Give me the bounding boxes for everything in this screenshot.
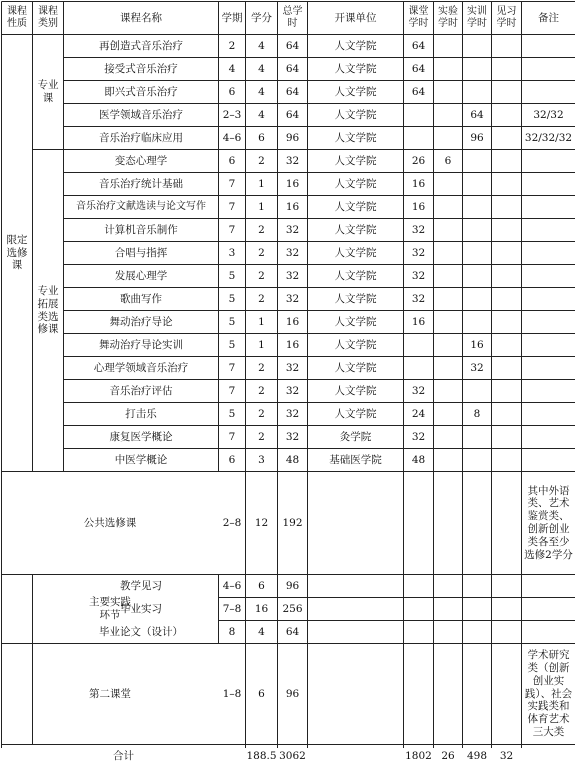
course-intern [492, 81, 521, 103]
course-total: 32 [285, 269, 300, 282]
header-intern: 见习 学时 [496, 5, 517, 29]
course-name: 医学领域音乐治疗 [99, 108, 183, 121]
course-remark [522, 311, 575, 333]
header-unit: 开课单位 [334, 11, 377, 24]
course-class [404, 598, 433, 620]
course-remark [522, 449, 575, 471]
course-credit: 6 [258, 131, 265, 144]
course-unit: 人文学院 [334, 154, 377, 167]
course-class: 32 [411, 430, 426, 443]
course-intern [492, 127, 521, 149]
course-intern [492, 104, 521, 126]
course-practice [463, 35, 491, 57]
course-lab [434, 380, 462, 402]
course-credit: 2 [258, 430, 265, 443]
course-class [404, 104, 433, 126]
course-name: 音乐治疗统计基础 [99, 177, 183, 190]
course-remark [522, 219, 575, 241]
course-practice [463, 288, 491, 310]
course-name: 中医学概论 [114, 453, 168, 466]
course-total: 32 [285, 154, 300, 167]
course-remark [522, 35, 575, 57]
course-remark [522, 81, 575, 103]
course-class: 64 [411, 39, 426, 52]
course-unit [308, 644, 403, 744]
total-remark [522, 745, 575, 767]
course-total: 16 [285, 338, 300, 351]
course-semester: 6 [228, 154, 236, 167]
course-class [404, 357, 433, 379]
course-name: 毕业实习 [120, 602, 162, 615]
header-practice: 实训 学时 [467, 5, 487, 29]
course-unit: 人文学院 [334, 407, 377, 420]
course-remark [522, 403, 575, 425]
course-remark [522, 334, 575, 356]
course-credit: 1 [258, 200, 265, 213]
total-lab: 26 [441, 749, 455, 762]
header-semester: 学期 [221, 11, 243, 24]
course-practice [463, 311, 491, 333]
course-practice [463, 242, 491, 264]
course-lab [434, 334, 462, 356]
course-name: 变态心理学 [114, 154, 168, 167]
course-remark [522, 380, 575, 402]
course-remark: 32/32/32 [524, 131, 573, 144]
course-lab [434, 81, 462, 103]
course-practice: 8 [473, 407, 481, 420]
course-semester: 2–8 [222, 516, 242, 529]
course-name: 教学见习 [120, 579, 162, 592]
course-unit [308, 472, 403, 574]
course-remark: 32/32 [533, 108, 564, 121]
course-credit: 6 [258, 579, 265, 592]
course-unit: 人文学院 [334, 85, 377, 98]
course-lab [434, 449, 462, 471]
course-practice [463, 472, 491, 574]
course-semester: 2 [228, 39, 236, 52]
course-remark [522, 426, 575, 448]
course-semester: 5 [228, 292, 236, 305]
course-unit: 人文学院 [334, 338, 377, 351]
course-practice: 64 [470, 108, 484, 121]
course-practice [463, 196, 491, 218]
course-remark [522, 242, 575, 264]
course-class [404, 472, 433, 574]
total-total: 3062 [279, 749, 306, 762]
course-remark [522, 265, 575, 287]
header-nature: 课程 性质 [7, 5, 27, 29]
total-intern: 32 [499, 749, 514, 762]
course-total: 64 [285, 108, 300, 121]
course-remark [522, 357, 575, 379]
course-name: 舞动治疗导论实训 [99, 338, 183, 351]
header-lab: 实验 学时 [438, 5, 458, 29]
course-credit: 2 [258, 223, 265, 236]
course-total: 16 [285, 177, 300, 190]
course-remark: 学术研究类（创新创业实践）、社会实践类和体育艺术三大类 [524, 649, 573, 738]
header-category: 课程 类别 [38, 5, 58, 29]
course-lab [434, 403, 462, 425]
course-lab [434, 598, 462, 620]
course-intern [492, 472, 521, 574]
course-name: 舞动治疗导论 [109, 315, 173, 328]
course-intern [492, 598, 521, 620]
group-professional-expansion: 专业 拓展 类选 修课 [37, 284, 59, 336]
course-practice [463, 380, 491, 402]
course-practice [463, 644, 491, 744]
course-credit: 2 [258, 269, 265, 282]
course-credit: 4 [258, 108, 265, 121]
total-unit [308, 745, 403, 767]
course-credit: 2 [258, 407, 265, 420]
course-total: 96 [285, 579, 300, 592]
group-restricted-elective: 限定 选修 课 [6, 233, 28, 272]
course-unit: 人文学院 [334, 361, 377, 374]
course-credit: 4 [258, 62, 265, 75]
course-name: 再创造式音乐治疗 [99, 39, 183, 52]
course-unit: 人文学院 [334, 246, 377, 259]
course-credit: 4 [258, 85, 265, 98]
course-remark: 其中外语类、艺术鉴赏类、创新创业类各至少选修2学分 [524, 484, 573, 561]
course-practice [463, 265, 491, 287]
course-semester: 1–8 [222, 687, 242, 700]
course-semester: 2–3 [222, 108, 242, 121]
course-class: 64 [411, 85, 426, 98]
course-intern [492, 357, 521, 379]
course-intern [492, 219, 521, 241]
course-unit: 人文学院 [334, 131, 377, 144]
course-unit: 灸学院 [339, 430, 372, 443]
course-intern [492, 621, 521, 643]
course-unit: 人文学院 [334, 108, 377, 121]
course-total: 32 [285, 361, 300, 374]
header-total: 总学 时 [282, 5, 303, 29]
course-semester: 7 [228, 177, 236, 190]
course-class: 16 [411, 177, 426, 190]
course-class: 32 [411, 223, 426, 236]
course-semester: 8 [228, 625, 236, 638]
course-semester: 4 [228, 62, 236, 75]
course-remark [522, 621, 575, 643]
course-lab [434, 127, 462, 149]
course-class: 32 [411, 384, 426, 397]
course-intern [492, 242, 521, 264]
course-intern [492, 380, 521, 402]
course-credit: 6 [258, 687, 265, 700]
course-total: 64 [285, 85, 300, 98]
course-credit: 16 [254, 602, 269, 615]
course-name: 计算机音乐制作 [104, 223, 178, 236]
course-semester: 6 [228, 453, 236, 466]
course-practice [463, 598, 491, 620]
course-name: 心理学领域音乐治疗 [93, 361, 189, 374]
course-semester: 7 [228, 200, 236, 213]
course-total: 48 [285, 453, 300, 466]
course-total: 64 [285, 625, 300, 638]
course-class: 32 [411, 246, 426, 259]
course-semester: 7 [228, 384, 236, 397]
course-total: 32 [285, 246, 300, 259]
course-lab [434, 644, 462, 744]
course-credit: 2 [258, 154, 265, 167]
header-credit: 学分 [251, 11, 272, 24]
course-credit: 1 [258, 177, 265, 190]
course-class [404, 644, 433, 744]
course-semester: 7 [228, 223, 236, 236]
course-class: 16 [411, 315, 426, 328]
course-practice [463, 150, 491, 172]
course-lab [434, 219, 462, 241]
course-unit: 人文学院 [334, 200, 377, 213]
course-class: 26 [411, 154, 426, 167]
course-practice: 32 [470, 361, 484, 374]
course-semester: 7 [228, 361, 236, 374]
course-unit [308, 598, 403, 620]
course-class: 16 [411, 200, 426, 213]
course-lab [434, 288, 462, 310]
header-remark: 备注 [538, 11, 559, 24]
course-semester: 3 [228, 246, 236, 259]
course-lab [434, 357, 462, 379]
course-practice [463, 621, 491, 643]
course-intern [492, 575, 521, 597]
course-intern [492, 35, 521, 57]
course-class: 32 [411, 269, 426, 282]
course-semester: 7 [228, 430, 236, 443]
course-name: 即兴式音乐治疗 [104, 85, 178, 98]
course-total: 32 [285, 384, 300, 397]
course-total: 64 [285, 62, 300, 75]
course-remark [522, 173, 575, 195]
course-lab [434, 58, 462, 80]
total-label: 合计 [113, 749, 134, 762]
course-practice [463, 449, 491, 471]
course-remark [522, 58, 575, 80]
course-lab [434, 173, 462, 195]
course-practice [463, 575, 491, 597]
course-credit: 3 [258, 453, 265, 466]
course-name: 康复医学概论 [109, 430, 173, 443]
course-lab [434, 196, 462, 218]
course-intern [492, 58, 521, 80]
course-unit: 基础医学院 [329, 453, 382, 466]
course-lab [434, 242, 462, 264]
course-semester: 7–8 [222, 602, 242, 615]
course-semester: 5 [228, 269, 236, 282]
curriculum-table [1, 1, 575, 762]
course-total: 32 [285, 223, 300, 236]
group-practice-section: 主要实践 环节 [89, 596, 131, 621]
course-name: 音乐治疗文献选读与论文写作 [76, 200, 206, 212]
course-semester: 4–6 [222, 579, 242, 592]
course-total: 16 [285, 315, 300, 328]
course-name: 音乐治疗评估 [109, 384, 173, 397]
course-lab [434, 426, 462, 448]
course-credit: 2 [258, 292, 265, 305]
course-lab: 6 [444, 154, 452, 167]
course-intern [492, 265, 521, 287]
course-name: 歌曲写作 [120, 292, 162, 305]
course-class [404, 575, 433, 597]
course-lab [434, 575, 462, 597]
course-name: 打击乐 [125, 407, 157, 420]
course-remark [522, 598, 575, 620]
course-intern [492, 173, 521, 195]
course-practice [463, 173, 491, 195]
course-name: 合唱与指挥 [114, 246, 168, 259]
course-total: 64 [285, 39, 300, 52]
course-semester: 5 [228, 407, 236, 420]
total-practice: 498 [466, 749, 488, 762]
course-total: 16 [285, 200, 300, 213]
course-total: 32 [285, 430, 300, 443]
course-lab [434, 472, 462, 574]
course-intern [492, 150, 521, 172]
course-class: 24 [411, 407, 426, 420]
course-unit [308, 575, 403, 597]
course-intern [492, 311, 521, 333]
course-unit: 人文学院 [334, 269, 377, 282]
course-intern [492, 449, 521, 471]
course-remark [522, 150, 575, 172]
course-credit: 2 [258, 361, 265, 374]
header-class: 课堂 学时 [408, 5, 429, 29]
course-total: 192 [282, 516, 303, 529]
course-credit: 1 [258, 338, 265, 351]
course-remark [522, 575, 575, 597]
course-lab [434, 104, 462, 126]
course-credit: 4 [258, 39, 265, 52]
course-lab [434, 621, 462, 643]
course-lab [434, 311, 462, 333]
course-practice: 16 [470, 338, 484, 351]
course-name: 第二课堂 [89, 687, 131, 700]
course-total: 32 [285, 407, 300, 420]
course-intern [492, 196, 521, 218]
course-unit: 人文学院 [334, 292, 377, 305]
course-credit: 1 [258, 315, 265, 328]
group-professional: 专业 课 [37, 79, 59, 104]
course-class: 32 [411, 292, 426, 305]
course-name: 接受式音乐治疗 [104, 62, 178, 75]
total-credit: 188.5 [246, 749, 277, 762]
course-credit: 12 [254, 516, 269, 529]
course-remark [522, 288, 575, 310]
course-semester: 5 [228, 315, 236, 328]
course-practice [463, 426, 491, 448]
course-class [404, 334, 433, 356]
course-unit [308, 621, 403, 643]
course-unit: 人文学院 [334, 177, 377, 190]
course-unit: 人文学院 [334, 62, 377, 75]
course-class [404, 127, 433, 149]
course-unit: 人文学院 [334, 315, 377, 328]
course-total: 256 [282, 602, 303, 615]
course-name: 发展心理学 [114, 269, 168, 282]
course-intern [492, 334, 521, 356]
course-class: 48 [411, 453, 426, 466]
course-remark [522, 196, 575, 218]
total-class: 1802 [405, 749, 432, 762]
course-lab [434, 265, 462, 287]
course-unit: 人文学院 [334, 223, 377, 236]
header-name: 课程名称 [120, 11, 162, 24]
course-semester: 5 [228, 338, 236, 351]
course-unit: 人文学院 [334, 39, 377, 52]
course-intern [492, 644, 521, 744]
course-class [404, 621, 433, 643]
course-total: 32 [285, 292, 300, 305]
course-name: 公共选修课 [83, 516, 137, 529]
course-practice: 96 [470, 131, 484, 144]
course-lab [434, 35, 462, 57]
course-intern [492, 403, 521, 425]
course-total: 96 [285, 131, 300, 144]
course-intern [492, 288, 521, 310]
course-practice [463, 81, 491, 103]
course-name: 音乐治疗临床应用 [99, 131, 183, 144]
course-practice [463, 58, 491, 80]
course-practice [463, 219, 491, 241]
course-intern [492, 426, 521, 448]
course-unit: 人文学院 [334, 384, 377, 397]
course-name: 毕业论文（设计） [99, 625, 183, 638]
course-class: 64 [411, 62, 426, 75]
course-credit: 4 [258, 625, 265, 638]
course-credit: 2 [258, 246, 265, 259]
course-total: 96 [285, 687, 300, 700]
course-semester: 6 [228, 85, 236, 98]
course-credit: 2 [258, 384, 265, 397]
course-semester: 4–6 [222, 131, 242, 144]
